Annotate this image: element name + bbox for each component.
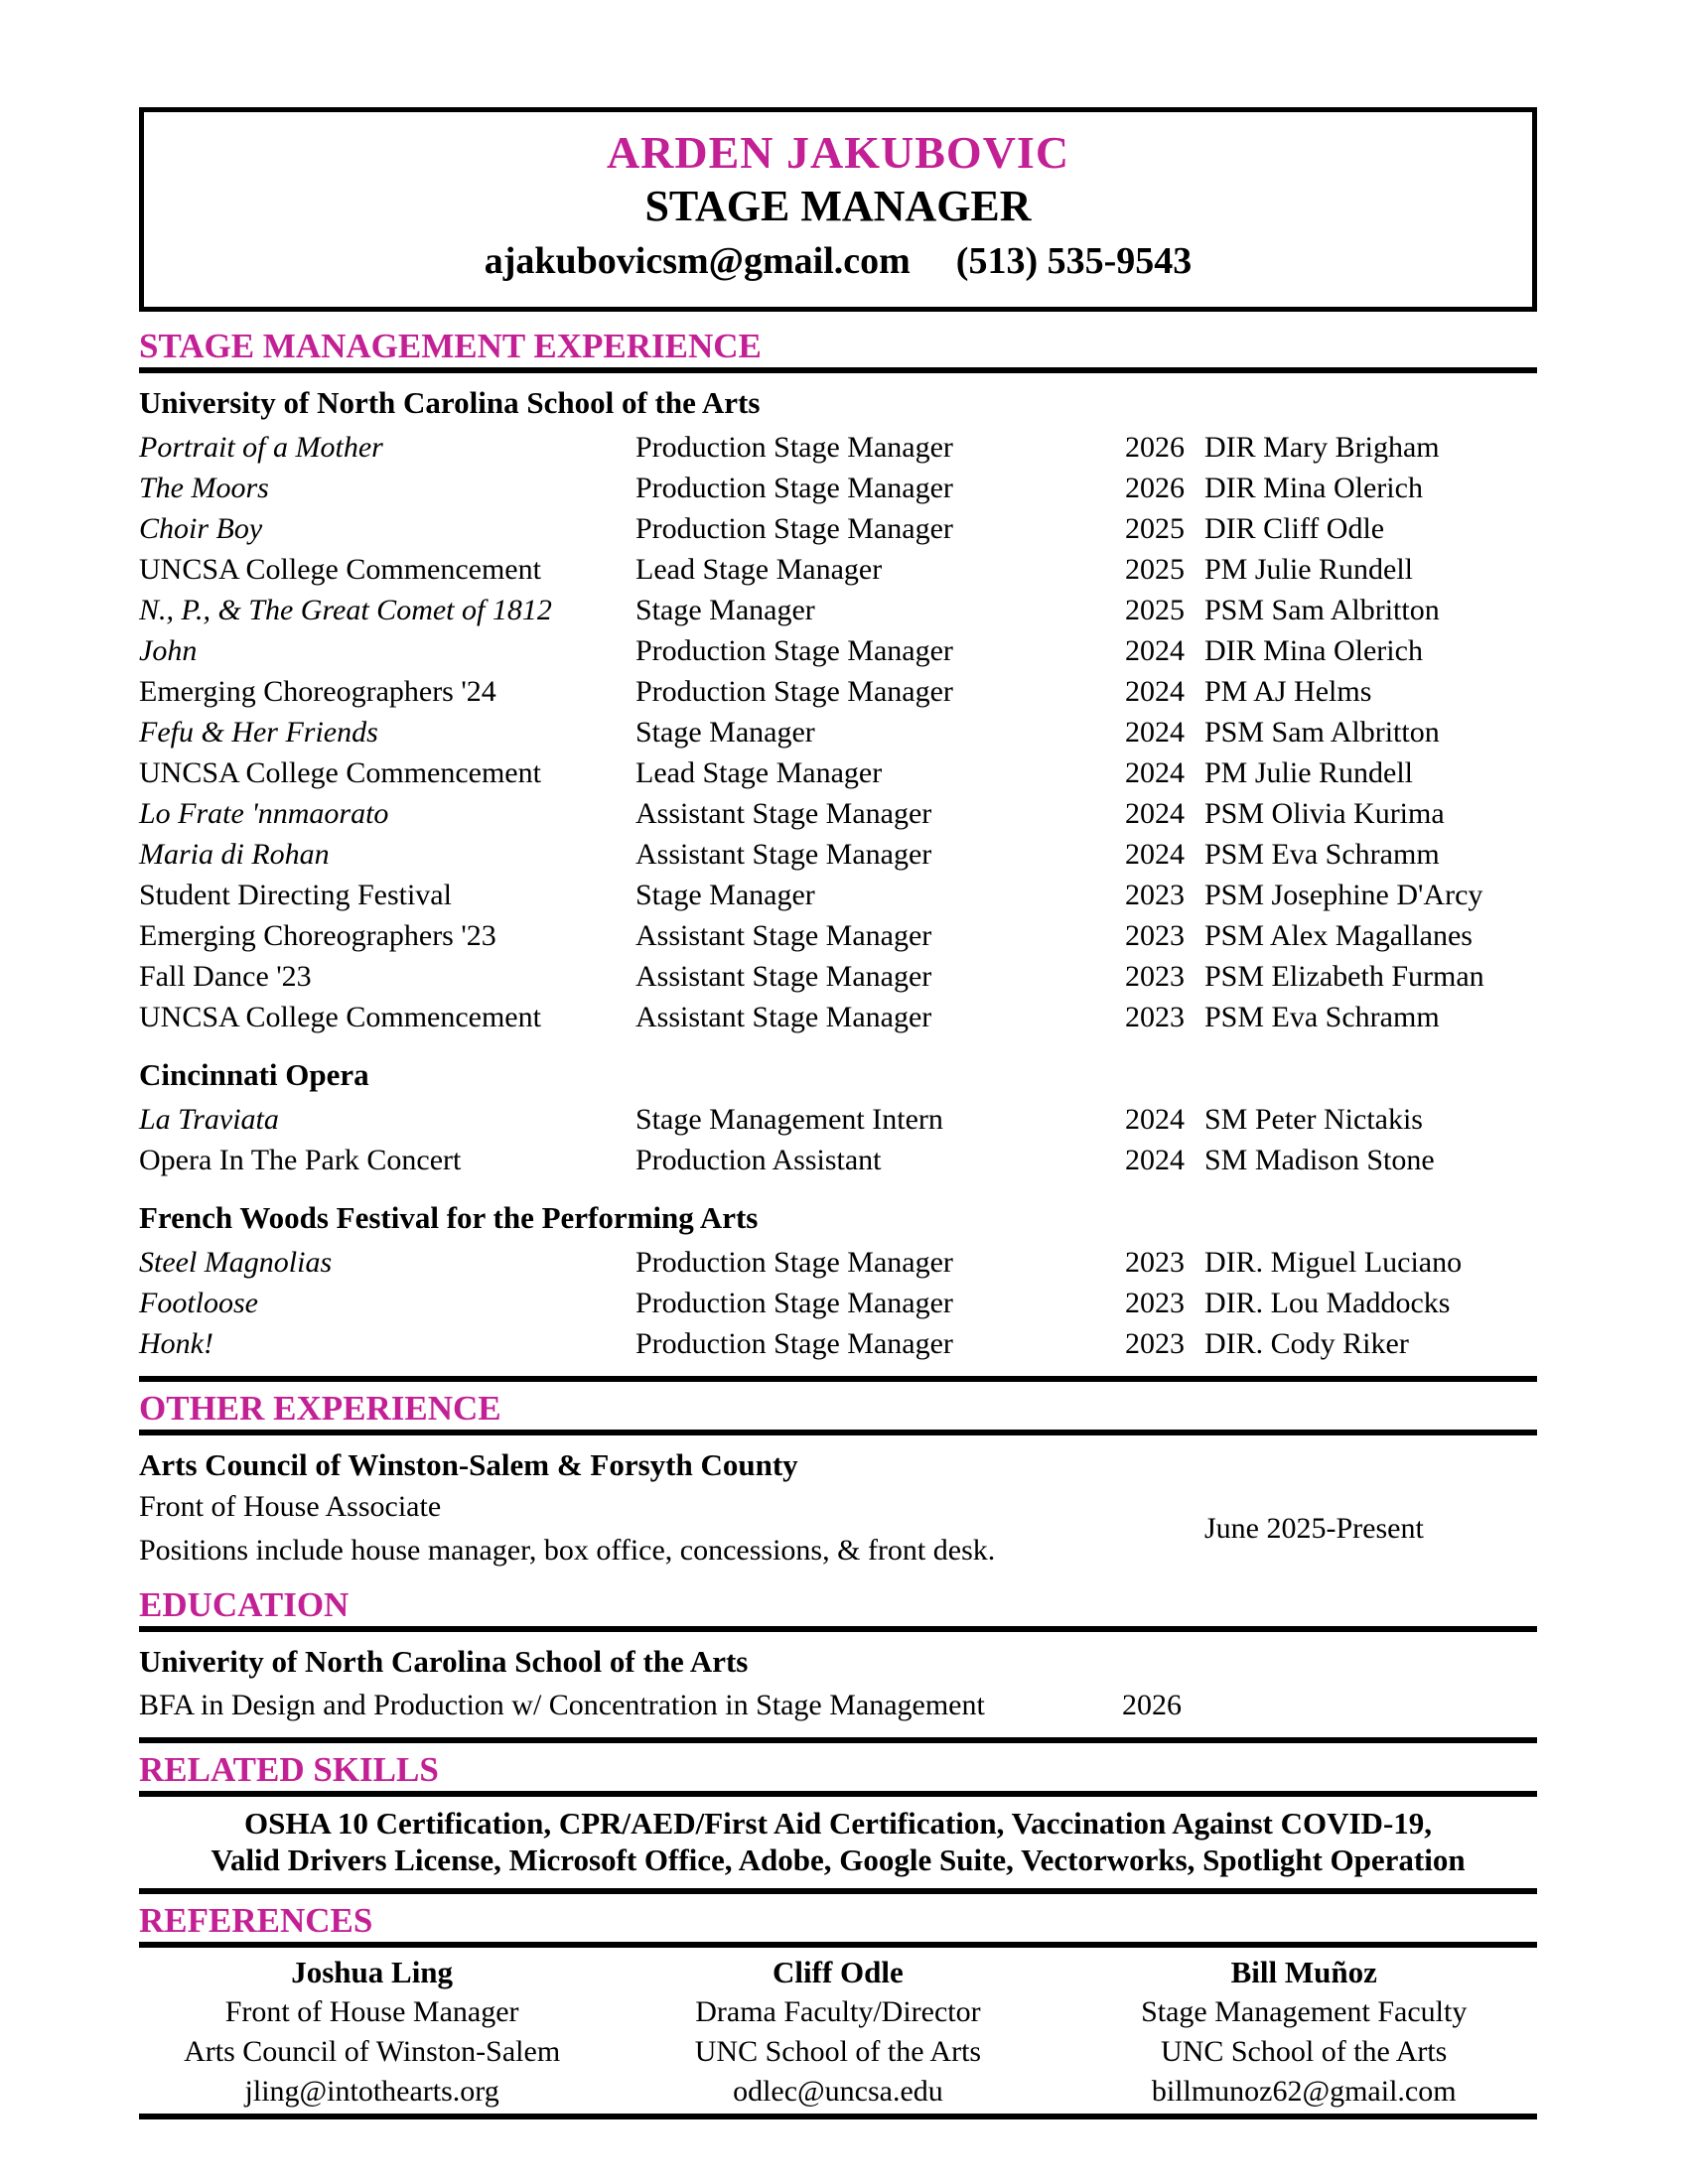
reference-role: Stage Management Faculty (1141, 1995, 1468, 2028)
employer-heading-cincinnati-opera: Cincinnati Opera (139, 1057, 369, 1092)
section-rule (139, 1942, 1537, 1948)
show-title: Lo Frate 'nnmaorato (139, 797, 389, 830)
position-role: Stage Management Intern (635, 1103, 943, 1136)
experience-row (139, 1140, 1537, 1180)
supervisor-credit: DIR. Lou Maddocks (1204, 1287, 1451, 1319)
supervisor-credit: PSM Eva Schramm (1204, 1001, 1440, 1033)
show-title: UNCSA College Commencement (139, 1001, 541, 1033)
section-rule (139, 367, 1537, 373)
experience-row (139, 915, 1537, 956)
position-role: Production Stage Manager (635, 1246, 953, 1279)
reference-role: Drama Faculty/Director (695, 1995, 981, 2028)
reference-column (1071, 1952, 1537, 2112)
supervisor-credit: DIR Mina Olerich (1204, 634, 1423, 667)
year: 2024 (1125, 797, 1185, 830)
reference-org: UNC School of the Arts (694, 2035, 982, 2068)
section-rule (139, 1791, 1537, 1797)
supervisor-credit: PM Julie Rundell (1204, 756, 1414, 789)
other-experience-block (139, 1485, 1537, 1572)
supervisor-credit: DIR. Miguel Luciano (1204, 1246, 1463, 1279)
contact-email: ajakubovicsm@gmail.com (484, 240, 911, 282)
position-role: Stage Manager (635, 594, 815, 626)
reference-org: UNC School of the Arts (1161, 2035, 1448, 2068)
year: 2023 (1125, 919, 1185, 952)
reference-email: jling@intothearts.org (244, 2075, 499, 2108)
year: 2023 (1125, 1287, 1185, 1319)
year: 2023 (1125, 960, 1185, 993)
references-grid (139, 1952, 1537, 2112)
section-other-experience-heading: OTHER EXPERIENCE (139, 1389, 501, 1428)
skills-block (139, 1805, 1537, 1878)
supervisor-credit: PSM Josephine D'Arcy (1204, 879, 1483, 911)
contact-phone: (513) 535-9543 (955, 240, 1193, 282)
education-degree: BFA in Design and Production w/ Concentration in Stage Management (139, 1689, 985, 1721)
show-title: La Traviata (139, 1103, 279, 1136)
other-experience-details (139, 1485, 1204, 1572)
show-title: Emerging Choreographers '24 (139, 675, 496, 708)
show-title: UNCSA College Commencement (139, 756, 541, 789)
reference-role: Front of House Manager (224, 1995, 519, 2028)
contact-line (144, 233, 1532, 289)
experience-row (139, 712, 1537, 752)
employer-heading-uncsa: University of North Carolina School of the Arts (139, 385, 761, 420)
other-role: Front of House Associate (139, 1490, 442, 1523)
skills-line-2: Valid Drivers License, Microsoft Office, Adobe, Google Suite, Vectorworks, Spotlight Operation (211, 1843, 1466, 1877)
position-role: Production Stage Manager (635, 431, 953, 464)
supervisor-credit: DIR Mina Olerich (1204, 472, 1423, 504)
show-title: Fall Dance '23 (139, 960, 312, 993)
experience-row (139, 956, 1537, 997)
bottom-rule (139, 2114, 1537, 2119)
supervisor-credit: PSM Eva Schramm (1204, 838, 1440, 871)
year: 2024 (1125, 634, 1185, 667)
year: 2025 (1125, 512, 1185, 545)
show-title: Opera In The Park Concert (139, 1144, 462, 1176)
education-row (139, 1684, 1537, 1727)
show-title: Emerging Choreographers '23 (139, 919, 496, 952)
resume-content (139, 107, 1537, 2119)
year: 2025 (1125, 594, 1185, 626)
experience-row (139, 590, 1537, 630)
year: 2024 (1125, 756, 1185, 789)
position-role: Assistant Stage Manager (635, 797, 932, 830)
reference-column (139, 1952, 605, 2112)
year: 2026 (1125, 472, 1185, 504)
experience-row (139, 752, 1537, 793)
year: 2023 (1125, 1246, 1185, 1279)
section-references-heading: REFERENCES (139, 1901, 373, 1940)
experience-row (139, 1323, 1537, 1364)
experience-row (139, 997, 1537, 1037)
divider-rule (139, 1737, 1537, 1743)
year: 2024 (1125, 1103, 1185, 1136)
person-title: STAGE MANAGER (644, 182, 1032, 230)
supervisor-credit: DIR Mary Brigham (1204, 431, 1440, 464)
employer-heading-french-woods: French Woods Festival for the Performing Arts (139, 1200, 759, 1235)
show-title: Choir Boy (139, 512, 263, 545)
show-title: Fefu & Her Friends (139, 716, 378, 749)
skills-line-1: OSHA 10 Certification, CPR/AED/First Aid Certification, Vaccination Against COVID-19, (243, 1806, 1433, 1841)
position-role: Lead Stage Manager (635, 553, 883, 586)
year: 2025 (1125, 553, 1185, 586)
position-role: Assistant Stage Manager (635, 960, 932, 993)
education-year: 2026 (1122, 1689, 1182, 1721)
show-title: Portrait of a Mother (139, 431, 383, 464)
other-dates: June 2025-Present (1204, 1512, 1424, 1545)
year: 2026 (1125, 431, 1185, 464)
year: 2024 (1125, 675, 1185, 708)
position-role: Stage Manager (635, 716, 815, 749)
experience-row (139, 508, 1537, 549)
experience-row (139, 1242, 1537, 1283)
show-title: The Moors (139, 472, 269, 504)
experience-row (139, 630, 1537, 671)
header-box (139, 107, 1537, 312)
position-role: Assistant Stage Manager (635, 1001, 932, 1033)
education-school: Univerity of North Carolina School of the Arts (139, 1644, 749, 1679)
reference-email: billmunoz62@gmail.com (1151, 2075, 1457, 2108)
experience-rows-cincinnati (139, 1099, 1537, 1180)
position-role: Production Assistant (635, 1144, 882, 1176)
show-title: UNCSA College Commencement (139, 553, 541, 586)
position-role: Production Stage Manager (635, 675, 953, 708)
year: 2024 (1125, 1144, 1185, 1176)
experience-row (139, 468, 1537, 508)
supervisor-credit: PSM Elizabeth Furman (1204, 960, 1484, 993)
experience-row (139, 427, 1537, 468)
experience-row (139, 1283, 1537, 1323)
reference-email: odlec@uncsa.edu (733, 2075, 943, 2108)
show-title: N., P., & The Great Comet of 1812 (139, 594, 552, 626)
year: 2023 (1125, 1001, 1185, 1033)
supervisor-credit: PSM Sam Albritton (1204, 716, 1440, 749)
experience-rows-french-woods (139, 1242, 1537, 1364)
show-title: John (139, 634, 198, 667)
other-description: Positions include house manager, box office, concessions, & front desk. (139, 1534, 996, 1567)
year: 2024 (1125, 716, 1185, 749)
supervisor-credit: SM Madison Stone (1204, 1144, 1435, 1176)
position-role: Production Stage Manager (635, 634, 953, 667)
supervisor-credit: DIR Cliff Odle (1204, 512, 1385, 545)
section-education-heading: EDUCATION (139, 1585, 350, 1624)
section-rule (139, 1626, 1537, 1632)
supervisor-credit: PM AJ Helms (1204, 675, 1372, 708)
reference-column (605, 1952, 1070, 2112)
experience-row (139, 1099, 1537, 1140)
experience-row (139, 834, 1537, 875)
experience-row (139, 793, 1537, 834)
divider-rule (139, 1888, 1537, 1894)
position-role: Production Stage Manager (635, 472, 953, 504)
position-role: Assistant Stage Manager (635, 919, 932, 952)
section-related-skills-heading: RELATED SKILLS (139, 1750, 439, 1789)
position-role: Assistant Stage Manager (635, 838, 932, 871)
show-title: Honk! (139, 1327, 213, 1360)
divider-rule (139, 1376, 1537, 1382)
reference-name: Cliff Odle (773, 1955, 904, 1989)
show-title: Student Directing Festival (139, 879, 452, 911)
reference-org: Arts Council of Winston-Salem (184, 2035, 561, 2068)
reference-name: Bill Muñoz (1230, 1955, 1377, 1989)
reference-name: Joshua Ling (291, 1955, 454, 1989)
experience-row (139, 549, 1537, 590)
position-role: Stage Manager (635, 879, 815, 911)
year: 2023 (1125, 879, 1185, 911)
supervisor-credit: PSM Sam Albritton (1204, 594, 1440, 626)
supervisor-credit: PSM Olivia Kurima (1204, 797, 1445, 830)
show-title: Maria di Rohan (139, 838, 330, 871)
person-name: ARDEN JAKUBOVIC (606, 127, 1070, 178)
show-title: Steel Magnolias (139, 1246, 333, 1279)
experience-row (139, 875, 1537, 915)
supervisor-credit: PSM Alex Magallanes (1204, 919, 1473, 952)
experience-rows-uncsa (139, 427, 1537, 1037)
supervisor-credit: PM Julie Rundell (1204, 553, 1414, 586)
position-role: Lead Stage Manager (635, 756, 883, 789)
section-stage-management-heading: STAGE MANAGEMENT EXPERIENCE (139, 327, 762, 365)
year: 2024 (1125, 838, 1185, 871)
year: 2023 (1125, 1327, 1185, 1360)
experience-row (139, 671, 1537, 712)
supervisor-credit: SM Peter Nictakis (1204, 1103, 1423, 1136)
other-employer: Arts Council of Winston-Salem & Forsyth County (139, 1447, 798, 1482)
show-title: Footloose (139, 1287, 258, 1319)
supervisor-credit: DIR. Cody Riker (1204, 1327, 1409, 1360)
section-rule (139, 1430, 1537, 1435)
position-role: Production Stage Manager (635, 1327, 953, 1360)
position-role: Production Stage Manager (635, 512, 953, 545)
position-role: Production Stage Manager (635, 1287, 953, 1319)
